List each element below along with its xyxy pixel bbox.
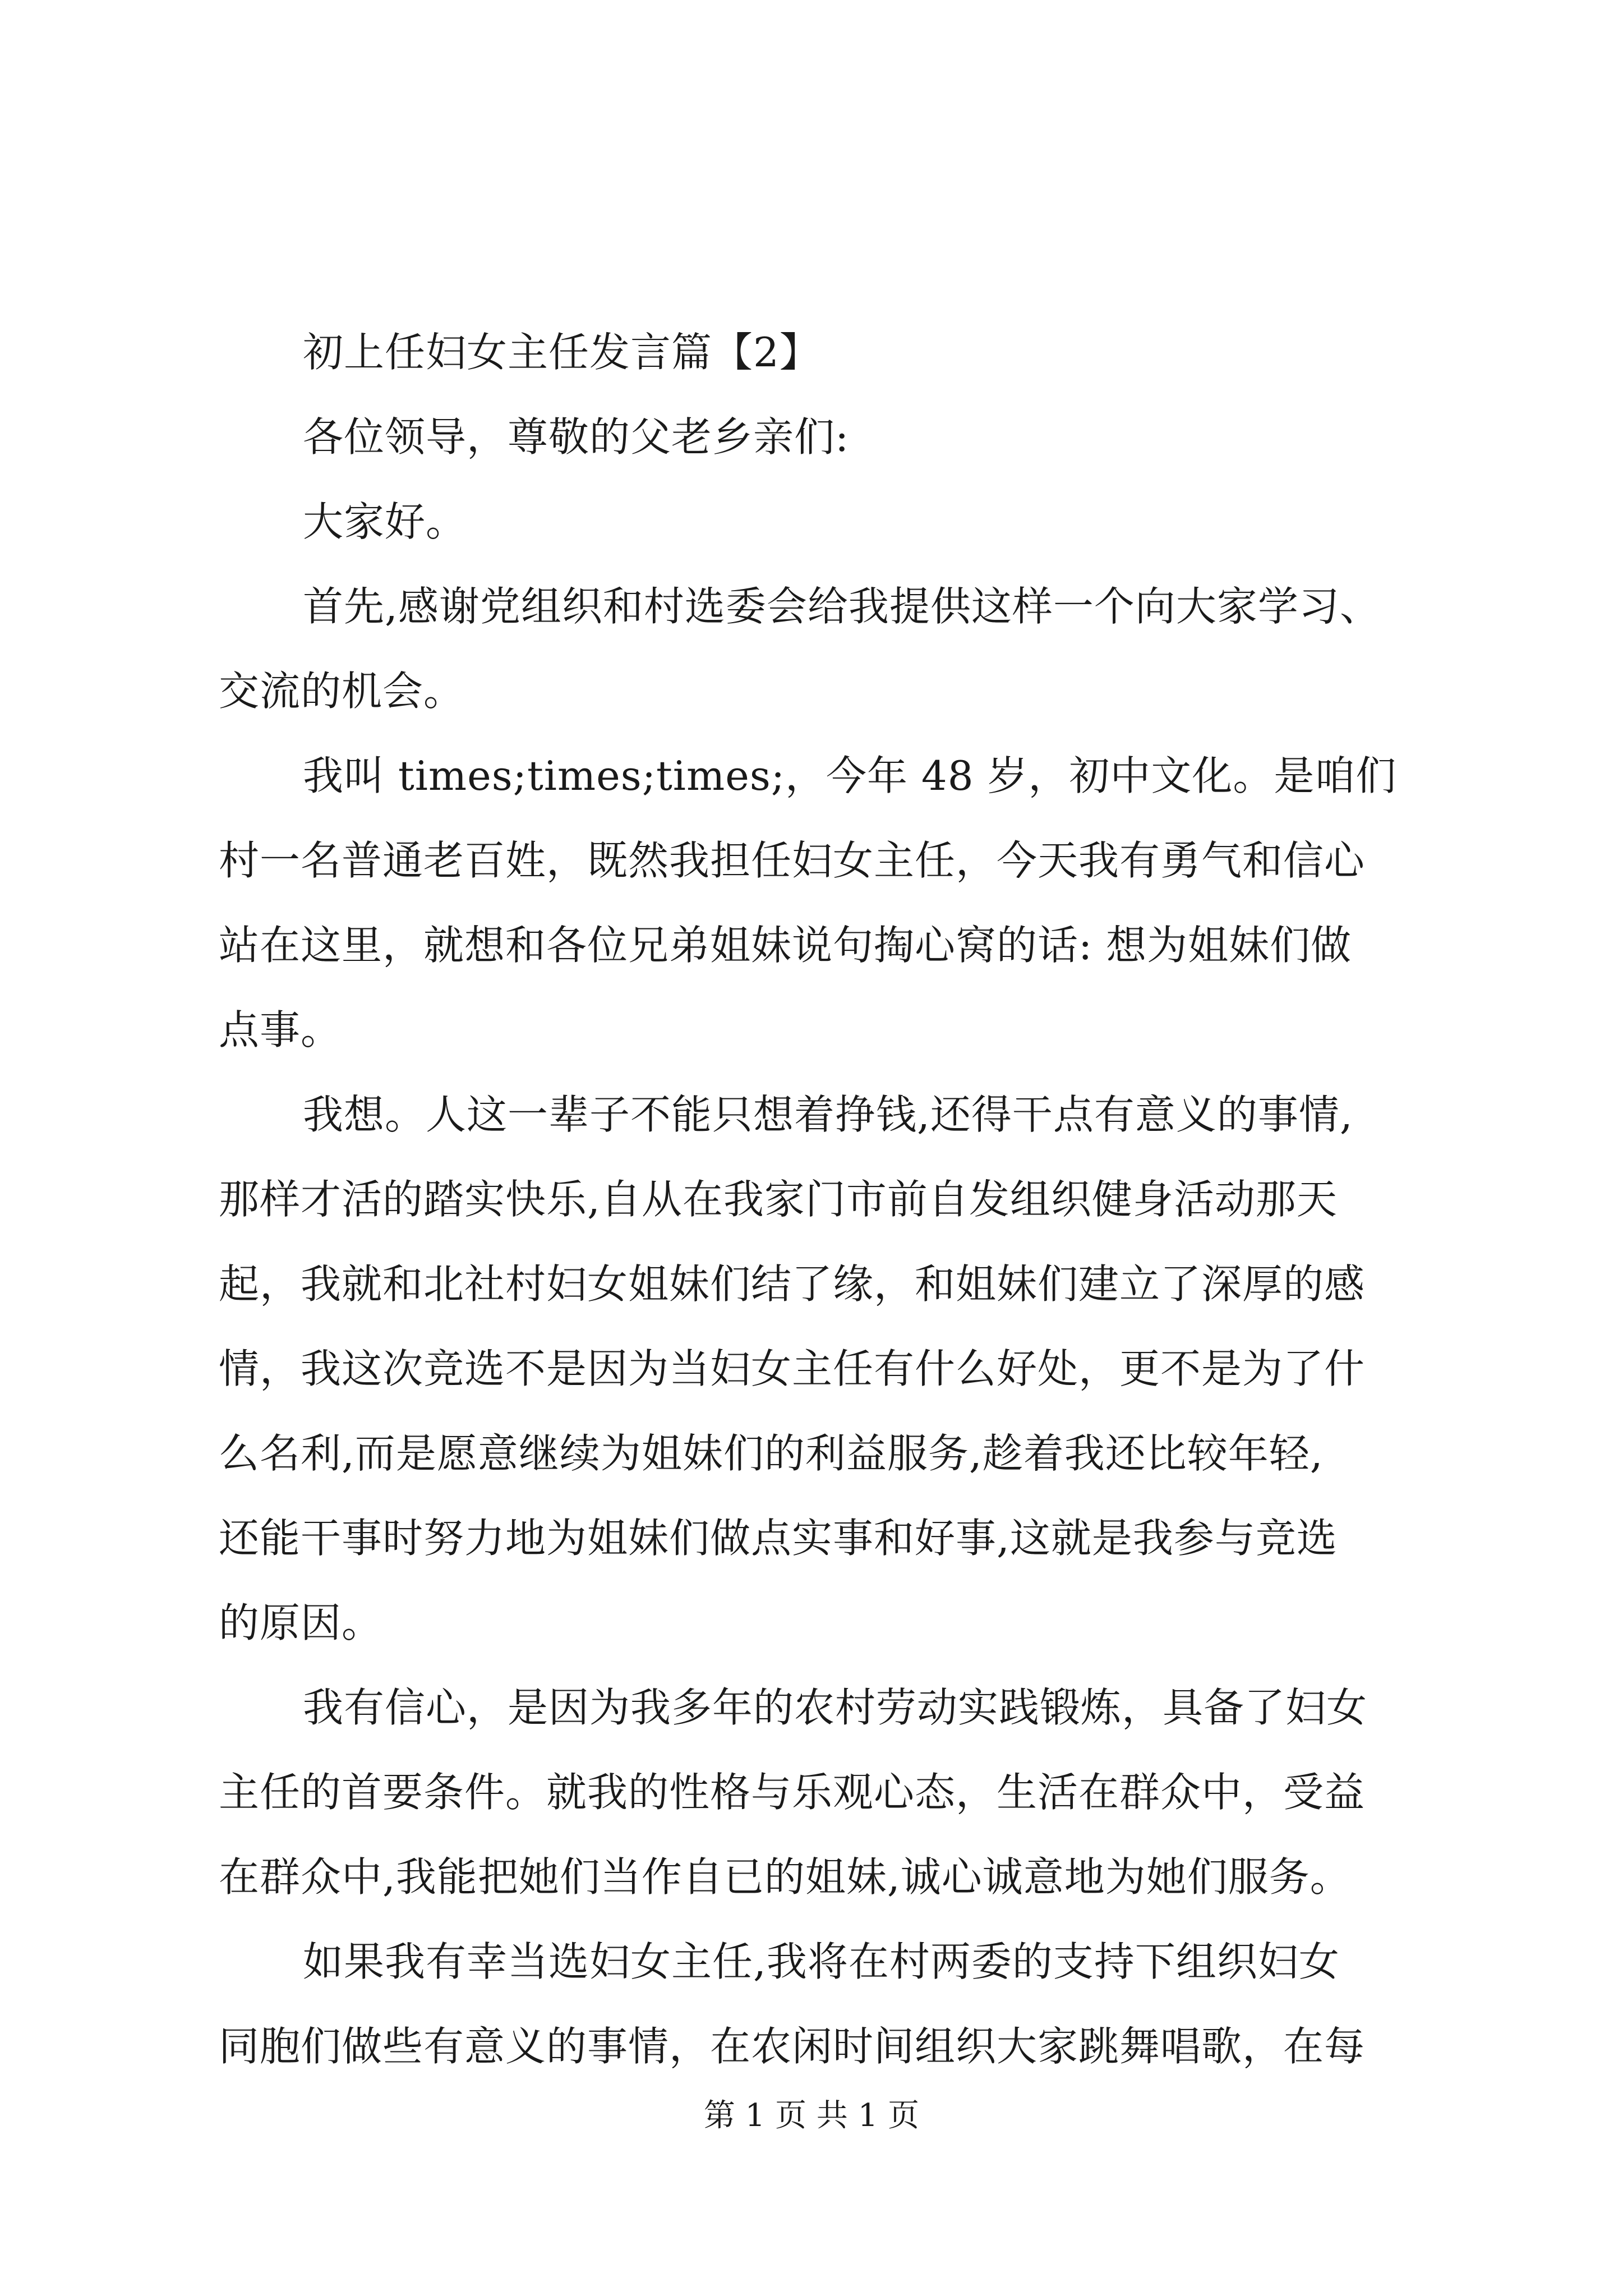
paragraph-line: 如果我有幸当选妇女主任,我将在村两委的支持下组织妇女 xyxy=(303,1938,1340,1985)
paragraph-line: 交流的机会。 xyxy=(219,668,465,715)
document-heading: 初上任妇女主任发言篇【2】 xyxy=(303,329,820,376)
salutation-line: 各位领导，尊敬的父老乡亲们: xyxy=(303,413,850,461)
paragraph-line: 起，我就和北社村妇女姐妹们结了缘，和姐妹们建立了深厚的感 xyxy=(219,1260,1366,1308)
paragraph-line: 主任的首要条件。就我的性格与乐观心态，生活在群众中，受益 xyxy=(219,1769,1366,1816)
paragraph-line: 我想。人这一辈子不能只想着挣钱,还得干点有意义的事情, xyxy=(303,1091,1353,1138)
paragraph-line: 的原因。 xyxy=(219,1599,383,1646)
paragraph-line: 在群众中,我能把她们当作自已的姐妹,诚心诚意地为她们服务。 xyxy=(219,1853,1351,1901)
greeting-line: 大家好。 xyxy=(303,498,467,545)
paragraph-line: 我有信心，是因为我多年的农村劳动实践锻炼，具备了妇女 xyxy=(303,1684,1368,1731)
page-number-footer: 第 1 页 共 1 页 xyxy=(703,2097,920,2134)
paragraph-line: 么名利,而是愿意继续为姐妹们的利益服务,趁着我还比较年轻, xyxy=(219,1430,1324,1477)
paragraph-line: 情，我这次竞选不是因为当妇女主任有什么好处，更不是为了什 xyxy=(219,1345,1366,1392)
paragraph-line: 站在这里，就想和各位兄弟姐妹说句掏心窝的话: 想为姐妹们做 xyxy=(219,922,1352,969)
paragraph-line: 村一名普通老百姓，既然我担任妇女主任，今天我有勇气和信心 xyxy=(219,837,1366,884)
paragraph-line: 我叫 times;times;times;，今年 48 岁，初中文化。是咱们 xyxy=(303,752,1397,799)
paragraph-line: 点事。 xyxy=(219,1006,342,1053)
paragraph-line: 那样才活的踏实快乐,自从在我家门市前自发组织健身活动那天 xyxy=(219,1176,1338,1223)
paragraph-line: 同胞们做些有意义的事情，在农闲时间组织大家跳舞唱歌，在每 xyxy=(219,2023,1366,2070)
paragraph-line: 首先,感谢党组织和村选委会给我提供这样一个向大家学习、 xyxy=(303,583,1381,630)
paragraph-line: 还能干事时努力地为姐妹们做点实事和好事,这就是我参与竞选 xyxy=(219,1515,1338,1562)
